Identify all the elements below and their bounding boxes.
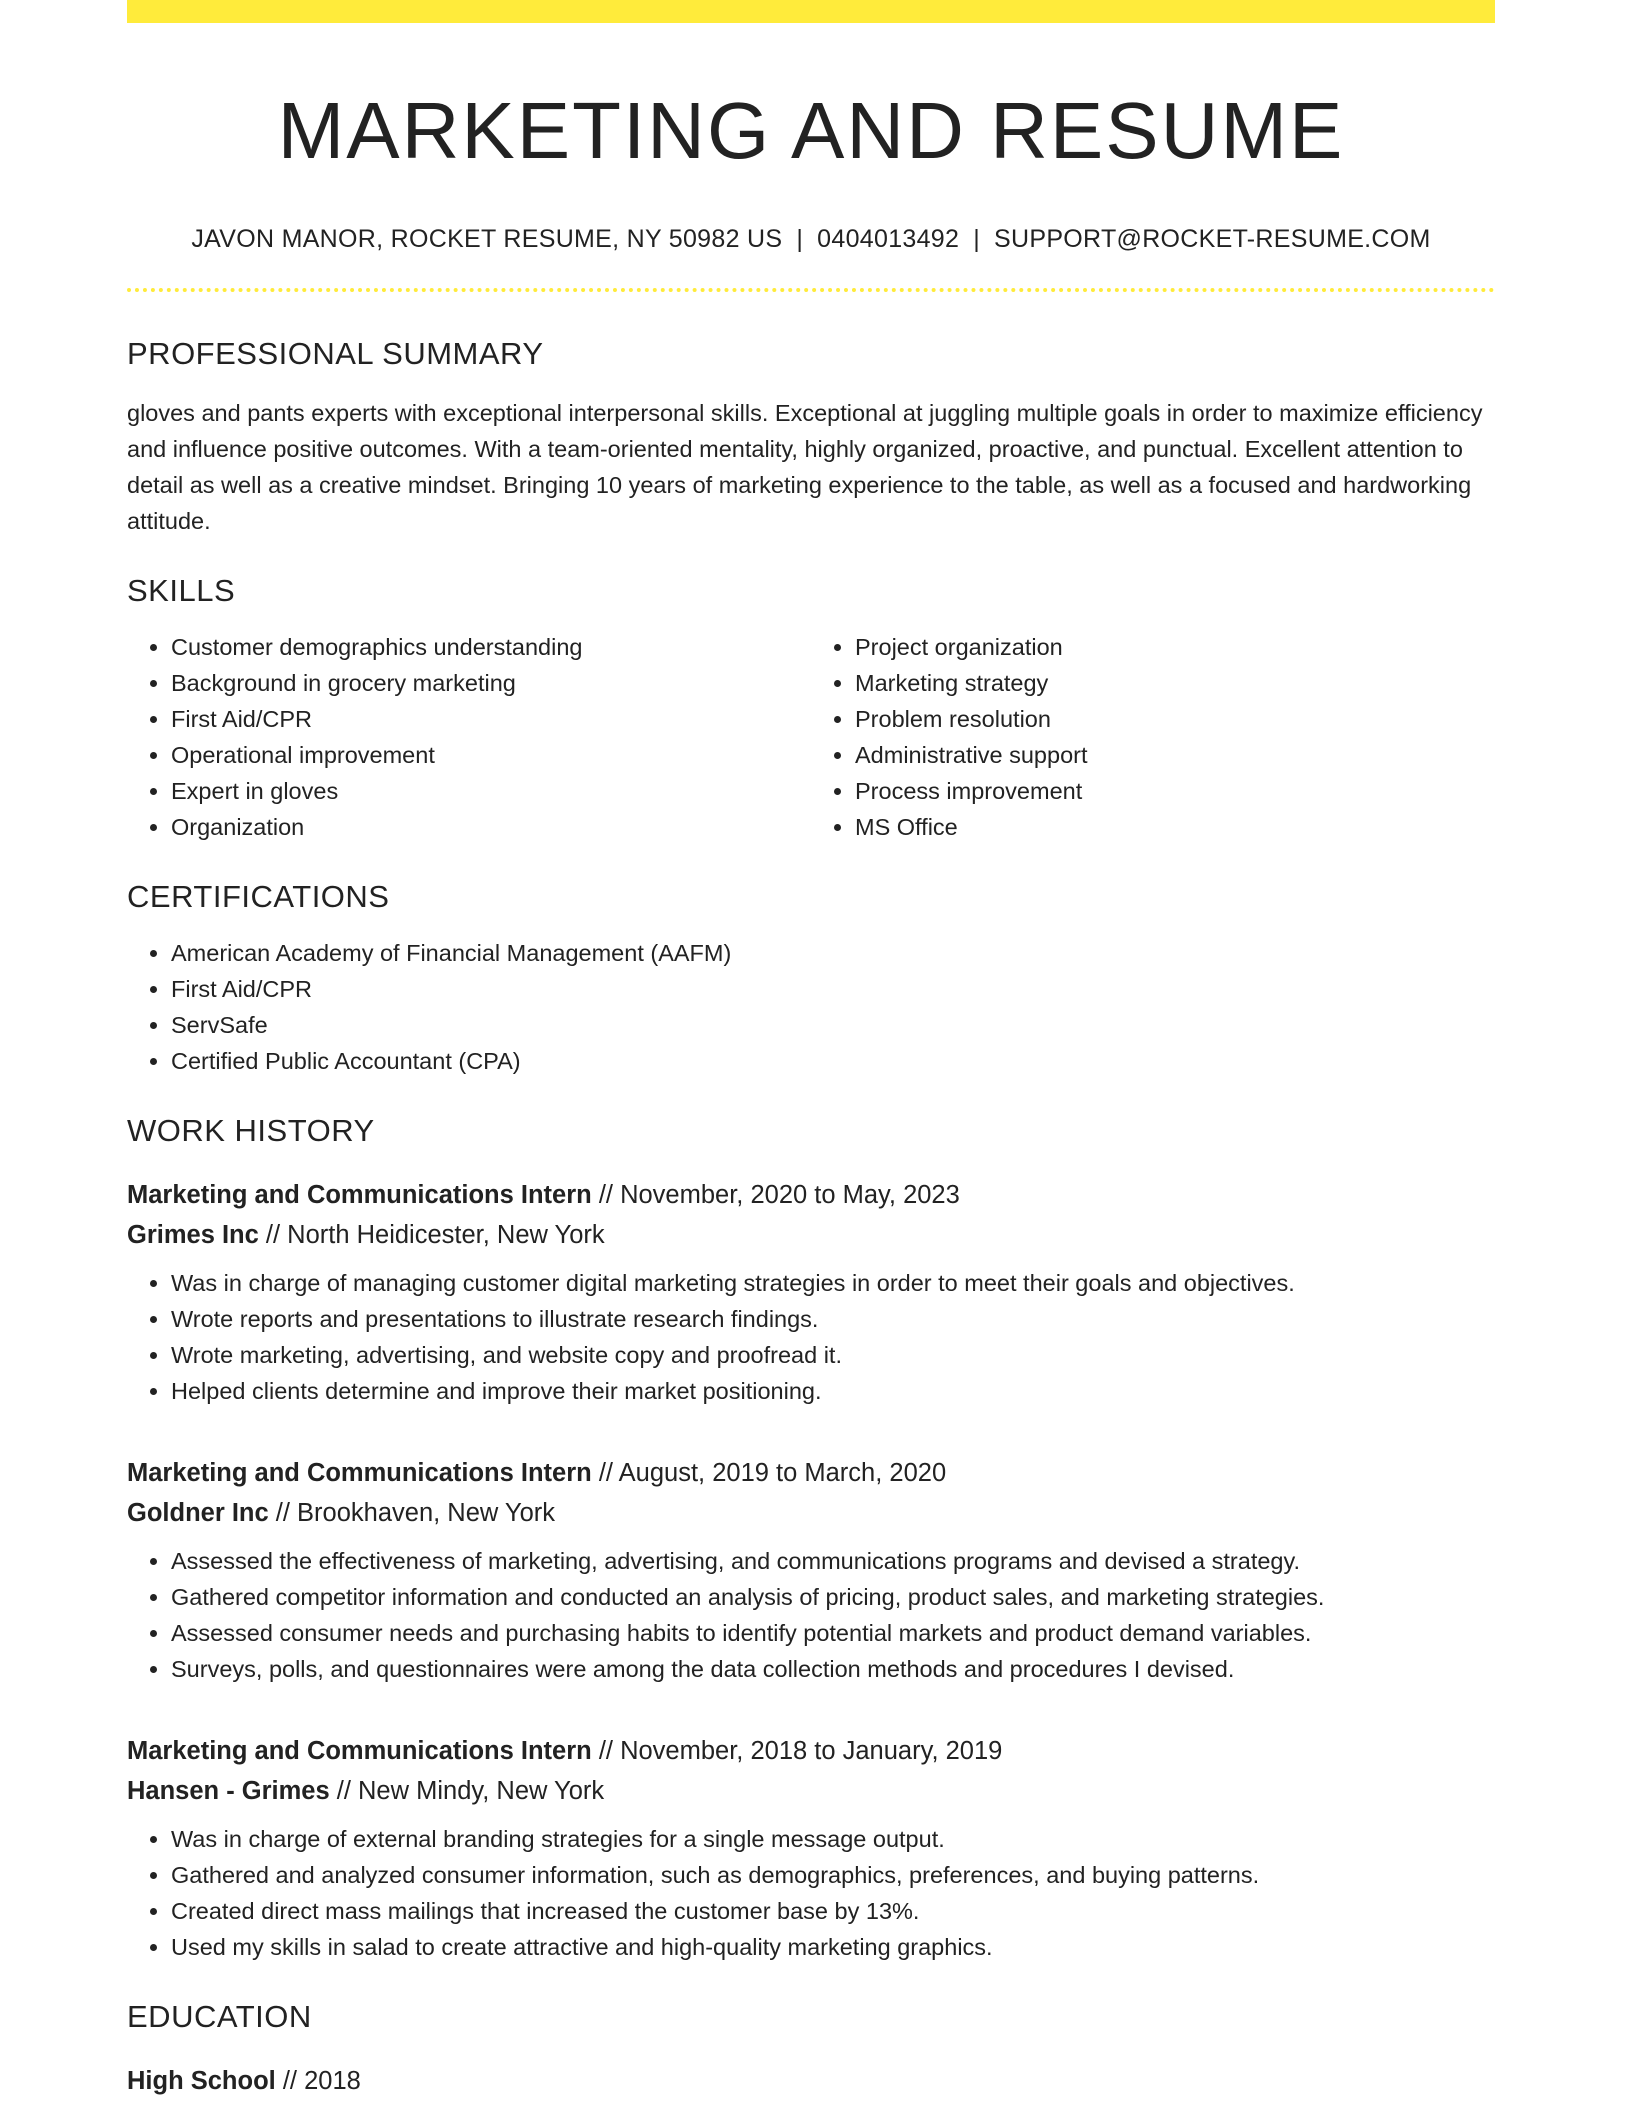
job-company-line — [127, 1771, 1495, 1811]
job-company-line — [127, 1215, 1495, 1255]
job-bullet: • Assessed the effectiveness of marketing, advertising, and communications programs and devised a strategy. — [171, 1543, 1495, 1579]
education-degree: High School — [127, 2067, 276, 2095]
job-bullets — [127, 1543, 1495, 1687]
job-location: // Brookhaven, New York — [275, 1499, 556, 1527]
certification-item: • American Academy of Financial Management (AAFM) — [171, 935, 1495, 971]
education-line — [127, 2061, 1495, 2101]
job-title-line — [127, 1453, 1495, 1493]
job-location: // New Mindy, New York — [336, 1777, 605, 1805]
contact-separator: | — [796, 225, 804, 253]
dotted-divider — [127, 288, 1495, 292]
job-dates: // August, 2019 to March, 2020 — [598, 1459, 947, 1487]
resume-page — [127, 0, 1495, 2101]
skill-item: • Operational improvement — [171, 737, 811, 773]
skills-columns — [127, 629, 1495, 845]
skill-item: • Marketing strategy — [855, 665, 1495, 701]
job-title: Marketing and Communications Intern — [127, 1737, 592, 1765]
contact-address: JAVON MANOR, ROCKET RESUME, NY 50982 US — [191, 225, 783, 253]
job-bullet: • Wrote marketing, advertising, and website copy and proofread it. — [171, 1337, 1495, 1373]
job-bullet: • Used my skills in salad to create attractive and high-quality marketing graphics. — [171, 1929, 1495, 1965]
contact-phone: 0404013492 — [817, 225, 960, 253]
education-heading: EDUCATION — [127, 1999, 312, 2034]
education-year: // 2018 — [282, 2067, 361, 2095]
job-bullet: • Assessed consumer needs and purchasing habits to identify potential markets and product demand variables. — [171, 1615, 1495, 1651]
skill-item: • Background in grocery marketing — [171, 665, 811, 701]
skill-item: • Process improvement — [855, 773, 1495, 809]
skill-item: • Problem resolution — [855, 701, 1495, 737]
resume-title: MARKETING AND RESUME — [277, 86, 1345, 175]
summary-text: gloves and pants experts with exceptional interpersonal skills. Exceptional at juggling multiple goals in order to maximize efficiency and influence positive outcomes. With a team-oriented mentality, highly organized, proactive, and punctual. Excellent attention to detail as well as a creative mindset. Bringing 10 years of marketing experience to the table, as well as a focused and hardworking attitude. — [127, 400, 1483, 534]
job-bullet: • Gathered and analyzed consumer information, such as demographics, preferences, and buying patterns. — [171, 1857, 1495, 1893]
certifications-section — [127, 879, 1495, 1079]
job-bullet: • Was in charge of managing customer digital marketing strategies in order to meet their goals and objectives. — [171, 1265, 1495, 1301]
certification-item: • ServSafe — [171, 1007, 1495, 1043]
job-bullet: • Gathered competitor information and conducted an analysis of pricing, product sales, and marketing strategies. — [171, 1579, 1495, 1615]
contact-separator: | — [973, 225, 981, 253]
job-company: Grimes Inc — [127, 1221, 259, 1249]
job-bullet: • Wrote reports and presentations to illustrate research findings. — [171, 1301, 1495, 1337]
skills-left-list — [127, 629, 811, 845]
job-company: Hansen - Grimes — [127, 1777, 330, 1805]
skills-section — [127, 573, 1495, 845]
summary-heading: PROFESSIONAL SUMMARY — [127, 336, 544, 371]
skill-item: • Administrative support — [855, 737, 1495, 773]
skills-right-list — [811, 629, 1495, 845]
job-company: Goldner Inc — [127, 1499, 269, 1527]
work-history-section — [127, 1113, 1495, 1965]
skill-item: • MS Office — [855, 809, 1495, 845]
job-bullets — [127, 1265, 1495, 1409]
job-title-line — [127, 1175, 1495, 1215]
job-dates: // November, 2018 to January, 2019 — [598, 1737, 1003, 1765]
education-entry — [127, 2061, 1495, 2101]
skills-heading: SKILLS — [127, 573, 236, 608]
job-bullet: • Surveys, polls, and questionnaires were among the data collection methods and procedures I devised. — [171, 1651, 1495, 1687]
job-entry — [127, 1175, 1495, 1409]
job-company-line — [127, 1493, 1495, 1533]
education-section — [127, 1999, 1495, 2101]
certification-item: • Certified Public Accountant (CPA) — [171, 1043, 1495, 1079]
job-title-line — [127, 1731, 1495, 1771]
top-accent-bar — [127, 0, 1495, 23]
certification-item: • First Aid/CPR — [171, 971, 1495, 1007]
work-history-heading: WORK HISTORY — [127, 1113, 375, 1148]
job-title: Marketing and Communications Intern — [127, 1181, 592, 1209]
skill-item: • Project organization — [855, 629, 1495, 665]
certifications-heading: CERTIFICATIONS — [127, 879, 390, 914]
contact-line — [127, 225, 1495, 254]
job-bullets — [127, 1821, 1495, 1965]
job-location: // North Heidicester, New York — [265, 1221, 605, 1249]
skill-item: • Expert in gloves — [171, 773, 811, 809]
job-entry — [127, 1731, 1495, 1965]
skill-item: • Organization — [171, 809, 811, 845]
job-dates: // November, 2020 to May, 2023 — [598, 1181, 960, 1209]
job-bullet: • Was in charge of external branding strategies for a single message output. — [171, 1821, 1495, 1857]
certifications-list — [127, 935, 1495, 1079]
contact-email: SUPPORT@ROCKET-RESUME.COM — [994, 225, 1431, 253]
job-bullet: • Created direct mass mailings that increased the customer base by 13%. — [171, 1893, 1495, 1929]
job-entry — [127, 1453, 1495, 1687]
skill-item: • First Aid/CPR — [171, 701, 811, 737]
summary-section — [127, 336, 1495, 539]
job-title: Marketing and Communications Intern — [127, 1459, 592, 1487]
job-bullet: • Helped clients determine and improve their market positioning. — [171, 1373, 1495, 1409]
skill-item: • Customer demographics understanding — [171, 629, 811, 665]
